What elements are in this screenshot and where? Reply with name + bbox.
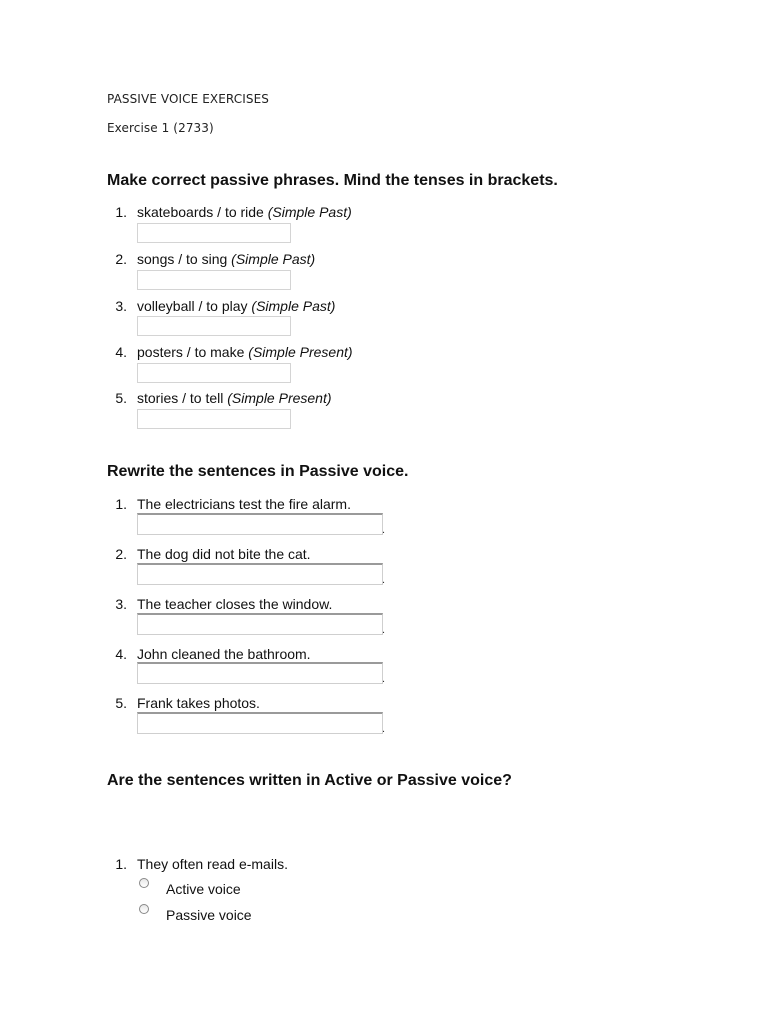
- answer-input[interactable]: [137, 409, 291, 429]
- radio-label-passive: Passive voice: [166, 907, 252, 923]
- item-number: 2.: [115, 251, 127, 267]
- item-number: 4.: [115, 646, 127, 662]
- item-sentence: John cleaned the bathroom.: [137, 646, 311, 662]
- item-number: 4.: [115, 344, 127, 360]
- answer-input[interactable]: [137, 712, 386, 735]
- answer-input[interactable]: [137, 662, 386, 685]
- exercise-label: Exercise 1 (2733): [107, 121, 214, 135]
- item-sentence: The teacher closes the window.: [137, 596, 333, 612]
- radio-label-active: Active voice: [166, 881, 241, 897]
- sentence-period: .: [382, 624, 386, 636]
- answer-input[interactable]: [137, 363, 291, 383]
- answer-input[interactable]: [137, 613, 386, 636]
- item-number: 1.: [115, 856, 127, 872]
- item-prompt: skateboards / to ride (Simple Past): [137, 204, 352, 220]
- answer-input[interactable]: [137, 316, 291, 336]
- answer-input[interactable]: [137, 270, 291, 290]
- item-sentence: The dog did not bite the cat.: [137, 546, 311, 562]
- tense-hint: (Simple Past): [231, 251, 316, 267]
- tense-hint: (Simple Present): [227, 390, 332, 406]
- item-sentence: Frank takes photos.: [137, 695, 260, 711]
- section1-heading: Make correct passive phrases. Mind the tenses in brackets.: [107, 172, 558, 189]
- sentence-period: .: [382, 574, 386, 586]
- item-number: 3.: [115, 596, 127, 612]
- tense-hint: (Simple Present): [248, 344, 353, 360]
- active-voice-radio[interactable]: [139, 878, 149, 888]
- item-prompt: posters / to make (Simple Present): [137, 344, 353, 360]
- sentence-period: .: [382, 673, 386, 685]
- item-number: 1.: [115, 204, 127, 220]
- answer-input[interactable]: [137, 223, 291, 243]
- item-prompt: volleyball / to play (Simple Past): [137, 298, 336, 314]
- answer-input[interactable]: [137, 563, 386, 586]
- tense-hint: (Simple Past): [267, 204, 352, 220]
- item-sentence: The electricians test the fire alarm.: [137, 496, 351, 512]
- item-prompt: songs / to sing (Simple Past): [137, 251, 316, 267]
- section3-heading: Are the sentences written in Active or Passive voice?: [107, 772, 512, 789]
- item-number: 5.: [115, 695, 127, 711]
- item-number: 5.: [115, 390, 127, 406]
- tense-hint: (Simple Past): [251, 298, 336, 314]
- passive-voice-radio[interactable]: [139, 904, 149, 914]
- item-number: 2.: [115, 546, 127, 562]
- item-sentence: They often read e-mails.: [137, 856, 288, 872]
- answer-input[interactable]: [137, 513, 386, 536]
- document-title: PASSIVE VOICE EXERCISES: [107, 92, 269, 106]
- item-number: 1.: [115, 496, 127, 512]
- sentence-period: .: [382, 723, 386, 735]
- item-number: 3.: [115, 298, 127, 314]
- section2-heading: Rewrite the sentences in Passive voice.: [107, 463, 409, 480]
- sentence-period: .: [382, 524, 386, 536]
- item-prompt: stories / to tell (Simple Present): [137, 390, 332, 406]
